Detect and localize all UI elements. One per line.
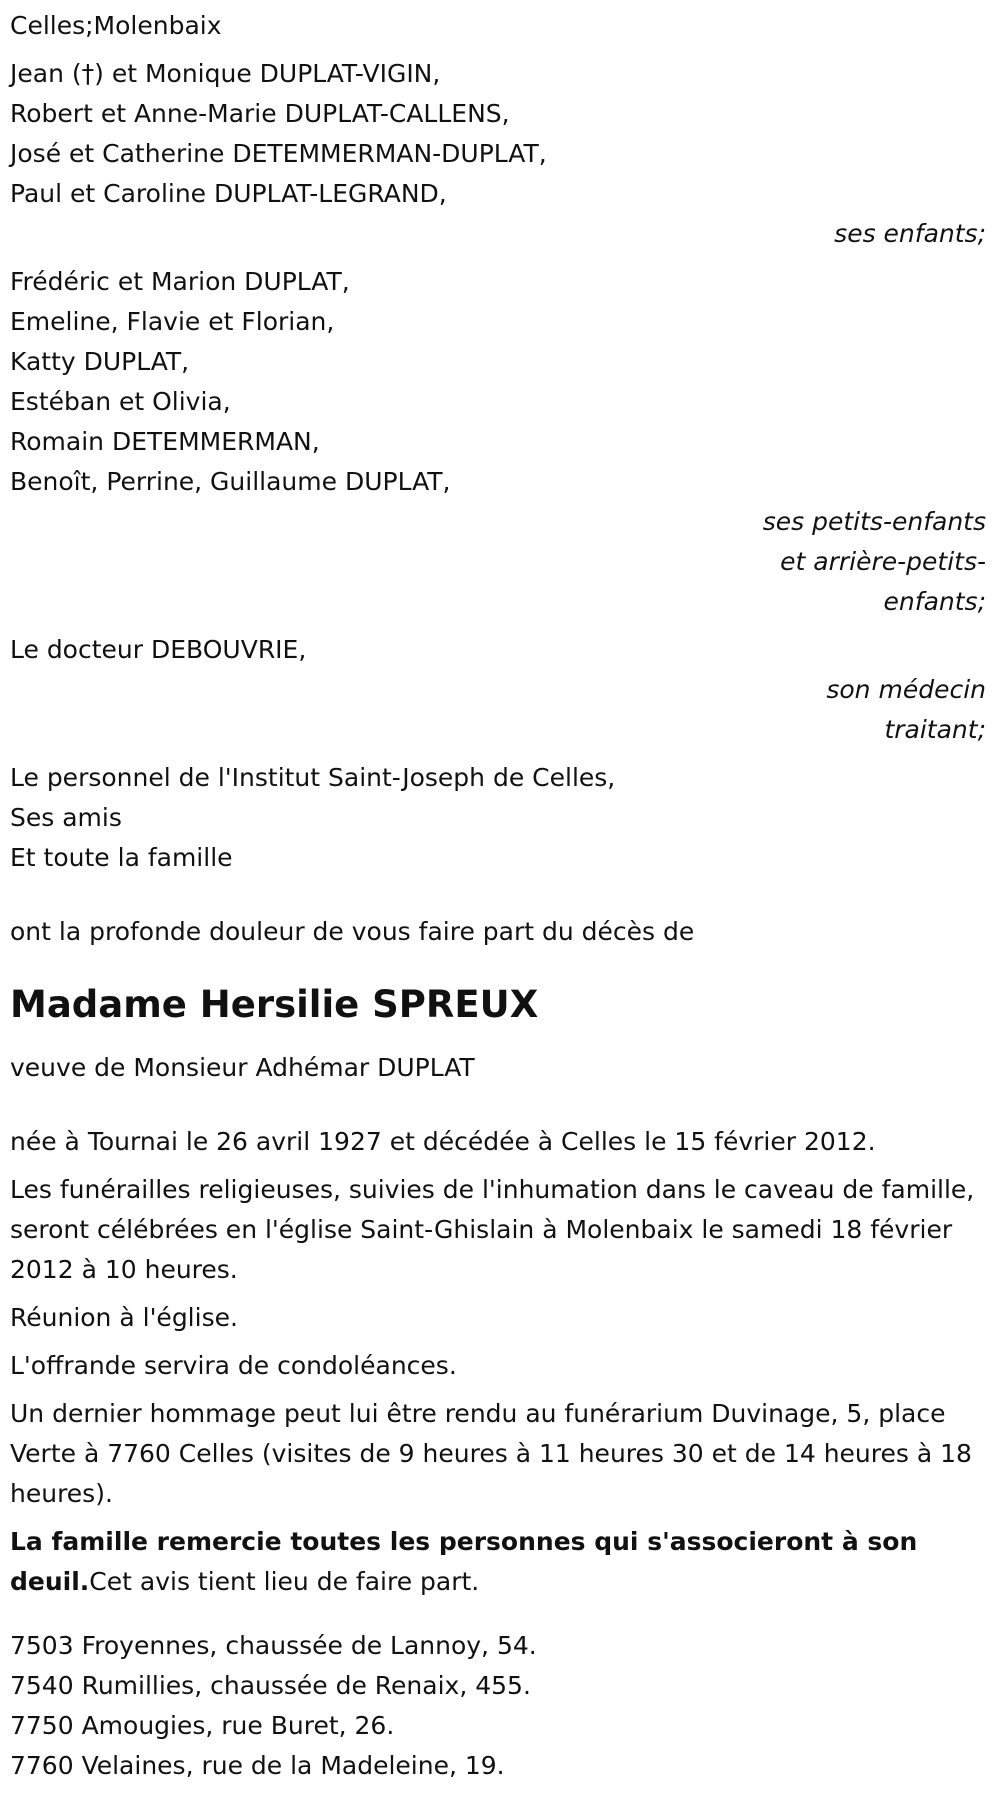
others-line: Et toute la famille: [10, 843, 233, 872]
grandchild-line: Emeline, Flavie et Florian,: [10, 307, 335, 336]
children-role: ses enfants;: [834, 219, 986, 248]
address-line: 7540 Rumillies, chaussée de Renaix, 455.: [10, 1671, 531, 1700]
announcement: ont la profonde douleur de vous faire part du décès de: [10, 917, 695, 946]
others-line: Le personnel de l'Institut Saint-Joseph de Celles,: [10, 763, 616, 792]
grandchildren-role: et arrière-petits-: [780, 547, 986, 576]
birth-death-line: née à Tournai le 26 avril 1927 et décédée à Celles le 15 février 2012.: [10, 1127, 876, 1156]
funeral-paragraph: Les funérailles religieuses, suivies de l'inhumation dans le caveau de famille, seront célébrées en l'église Saint-Ghislain à Molenbaix le samedi 18 février 2012 à 10 heures.: [10, 1175, 975, 1284]
grandchild-line: Frédéric et Marion DUPLAT,: [10, 267, 350, 296]
location-header: Celles;Molenbaix: [10, 11, 222, 40]
thanks-bold: La famille remercie toutes les personnes qui s'associeront à son deuil.: [10, 1527, 918, 1596]
others-line: Ses amis: [10, 803, 122, 832]
address-line: 7760 Velaines, rue de la Madeleine, 19.: [10, 1751, 505, 1780]
children-block: [10, 54, 990, 254]
meeting-line: Réunion à l'église.: [10, 1303, 238, 1332]
grandchildren-role: enfants;: [883, 587, 986, 616]
others-block: [10, 758, 990, 878]
tribute-paragraph: Un dernier hommage peut lui être rendu au funérarium Duvinage, 5, place Verte à 7760 Celles (visites de 9 heures à 11 heures 30 et de 14 heures à 18 heures).: [10, 1399, 972, 1508]
child-line: Paul et Caroline DUPLAT-LEGRAND,: [10, 179, 447, 208]
doctor-role: traitant;: [884, 715, 986, 744]
grandchild-line: Benoît, Perrine, Guillaume DUPLAT,: [10, 467, 451, 496]
spouse-line: veuve de Monsieur Adhémar DUPLAT: [10, 1053, 475, 1082]
grandchildren-block: [10, 262, 990, 622]
child-line: José et Catherine DETEMMERMAN-DUPLAT,: [10, 139, 547, 168]
child-line: Robert et Anne-Marie DUPLAT-CALLENS,: [10, 99, 510, 128]
grandchild-line: Katty DUPLAT,: [10, 347, 190, 376]
addresses-block: [10, 1626, 990, 1786]
address-line: 7503 Froyennes, chaussée de Lannoy, 54.: [10, 1631, 537, 1660]
thanks-paragraph: [10, 1522, 995, 1602]
grandchildren-role: ses petits-enfants: [762, 507, 986, 536]
doctor-role: son médecin: [826, 675, 986, 704]
thanks-rest: Cet avis tient lieu de faire part.: [89, 1567, 480, 1596]
doctor-block: [10, 630, 990, 750]
child-line: Jean (†) et Monique DUPLAT-VIGIN,: [10, 59, 441, 88]
doctor-line: Le docteur DEBOUVRIE,: [10, 635, 307, 664]
offering-line: L'offrande servira de condoléances.: [10, 1351, 457, 1380]
deceased-name: Madame Hersilie SPREUX: [10, 983, 539, 1026]
address-line: 7750 Amougies, rue Buret, 26.: [10, 1711, 395, 1740]
grandchild-line: Estéban et Olivia,: [10, 387, 231, 416]
grandchild-line: Romain DETEMMERMAN,: [10, 427, 320, 456]
